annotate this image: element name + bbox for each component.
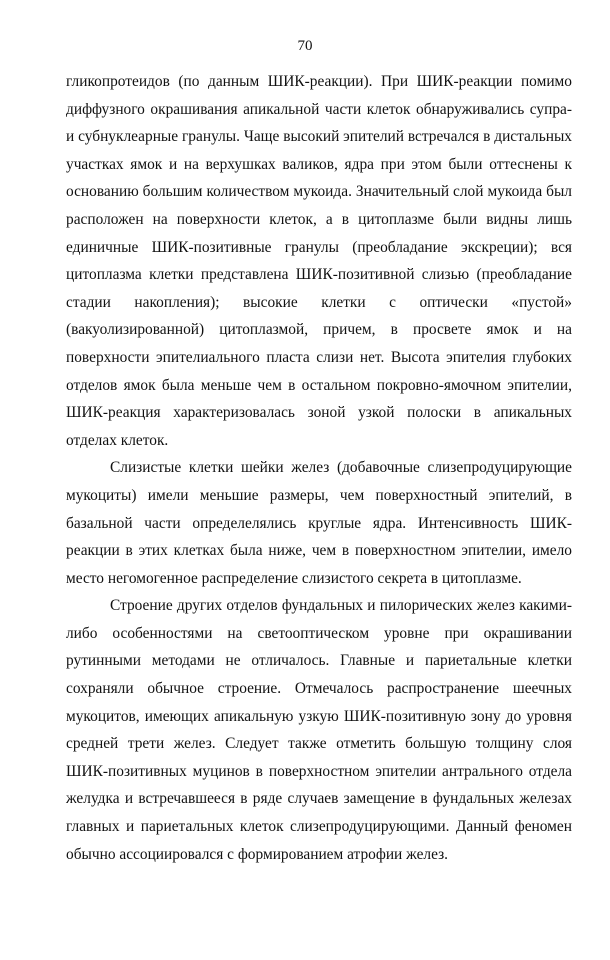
paragraph-1: гликопротеидов (по данным ШИК-реакции). При ШИК-реакции помимо диффузного окрашивания апикальной части клеток обнаруживались супра- и субнуклеарные гранулы. Чаще высокий эпителий встречался в дистальных участках ямок и на верхушках валиков, ядра при этом были оттеснены к основанию большим количеством мукоида. Значительный слой мукоида был расположен на поверхности клеток, а в цитоплазме были видны лишь единичные ШИК-позитивные гранулы (преобладание экскреции); вся цитоплазма клетки представлена ШИК-позитивной слизью (преобладание стадии накопления); высокие клетки с оптически «пустой» (вакуолизированной) цитоплазмой, причем, в просвете ямок и на поверхности эпителиального пласта слизи нет. Высота эпителия глубоких отделов ямок была меньше чем в остальном покровно-ямочном эпителии, ШИК-реакция характеризовалась зоной узкой полоски в апикальных отделах клеток. <box>66 73 572 449</box>
paragraph-2: Слизистые клетки шейки желез (добавочные слизепродуцирующие мукоциты) имели меньшие размеры, чем поверхностный эпителий, в базальной части определелялись круглые ядра. Интенсивность ШИК-реакции в этих клетках была ниже, чем в поверхностном эпителии, имело место негомогенное распределение слизистого секрета в цитоплазме. <box>66 459 572 587</box>
paragraph-3: Строение других отделов фундальных и пилорических желез какими-либо особенностями на светооптическом уровне при окрашивании рутинными методами не отличалось. Главные и париетальные клетки сохраняли обычное строение. Отмечалось распространение шеечных мукоцитов, имеющих апикальную узкую ШИК-позитивную зону до уровня средней трети желез. Следует также отметить большую толщину слоя ШИК-позитивных муцинов в поверхностном эпителии антрального отдела желудка и встречавшееся в ряде случаев замещение в фундальных железах главных и париетальных клеток слизепродуцирующими. Данный феномен обычно ассоциировался с формированием атрофии желез. <box>66 597 572 863</box>
body-text <box>66 68 572 868</box>
page-number: 70 <box>297 38 313 54</box>
